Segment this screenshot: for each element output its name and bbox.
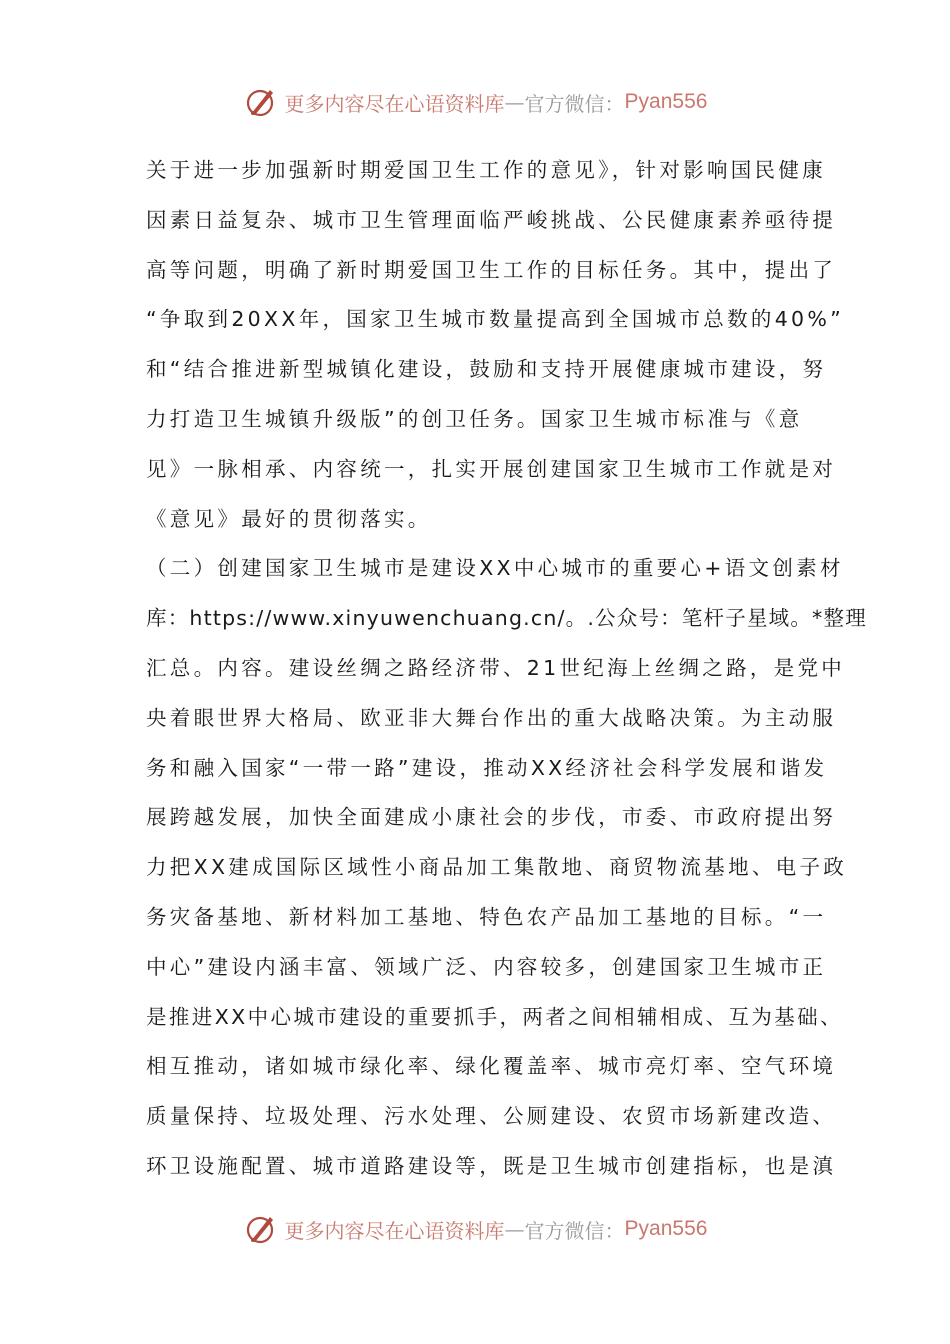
text-line: 库：https://www.xinyuwenchuang.cn/。.公众号：笔杆子星域。*整理 (146, 606, 867, 631)
text-line: 质量保持、垃圾处理、污水处理、公厕建设、农贸市场新建改造、 (146, 1104, 837, 1129)
banner-separator: — (504, 1217, 525, 1241)
banner-wechat-label: 官方微信： (524, 91, 625, 116)
banner-wechat-id: Pyan556 (624, 90, 708, 113)
banner-wechat-label: 官方微信： (524, 1218, 625, 1243)
text-line: 因素日益复杂、城市卫生管理面临严峻挑战、公民健康素养亟待提 (146, 207, 837, 232)
text-line: 和“结合推进新型城镇化建设，鼓励和支持开展健康城市建设，努 (146, 357, 827, 382)
banner-wechat-id: Pyan556 (624, 1217, 708, 1240)
text-line: 务和融入国家“一带一路”建设，推动XX经济社会科学发展和谐发 (146, 755, 828, 780)
text-line: 相互推动，诸如城市绿化率、绿化覆盖率、城市亮灯率、空气环境 (146, 1054, 837, 1079)
text-line: 是推进XX中心城市建设的重要抓手，两者之间相辅相成、互为基础、 (146, 1004, 843, 1029)
text-line: 央着眼世界大格局、欧亚非大舞台作出的重大战略决策。为主动服 (146, 705, 837, 730)
text-line: 中心”建设内涵丰富、领域广泛、内容较多，创建国家卫生城市正 (146, 954, 827, 979)
text-line: 见》一脉相承、内容统一，扎实开展创建国家卫生城市工作就是对 (146, 456, 837, 481)
quill-logo-icon (243, 1211, 279, 1247)
quill-logo-icon (243, 84, 279, 120)
footer-banner (0, 1207, 950, 1251)
header-banner (0, 80, 950, 124)
text-line: 展跨越发展，加快全面建成小康社会的步伐，市委、市政府提出努 (146, 805, 837, 830)
text-line: “争取到20XX年，国家卫生城市数量提高到全国城市总数的40%” (146, 307, 845, 332)
text-line: 务灾备基地、新材料加工基地、特色农产品加工基地的目标。“一 (146, 904, 827, 929)
text-line: 《意见》最好的贯彻落实。 (146, 506, 432, 531)
text-line: 力把XX建成国际区域性小商品加工集散地、商贸物流基地、电子政 (146, 855, 848, 880)
banner-text: 更多内容尽在心语资料库 (284, 1218, 505, 1243)
banner-text: 更多内容尽在心语资料库 (284, 91, 505, 116)
text-line: 环卫设施配置、城市道路建设等，既是卫生城市创建指标，也是滇 (146, 1153, 837, 1178)
text-line: 汇总。内容。建设丝绸之路经济带、21世纪海上丝绸之路，是党中 (146, 655, 846, 680)
banner-separator: — (504, 90, 525, 114)
text-line: （二）创建国家卫生城市是建设XX中心城市的重要心+语文创素材 (146, 556, 844, 581)
text-line: 力打造卫生城镇升级版”的创卫任务。国家卫生城市标准与《意 (146, 406, 803, 431)
body-text (146, 146, 867, 1192)
text-line: 关于进一步加强新时期爱国卫生工作的意见》，针对影响国民健康 (146, 158, 826, 182)
text-line: 高等问题，明确了新时期爱国卫生工作的目标任务。其中，提出了 (146, 257, 837, 282)
